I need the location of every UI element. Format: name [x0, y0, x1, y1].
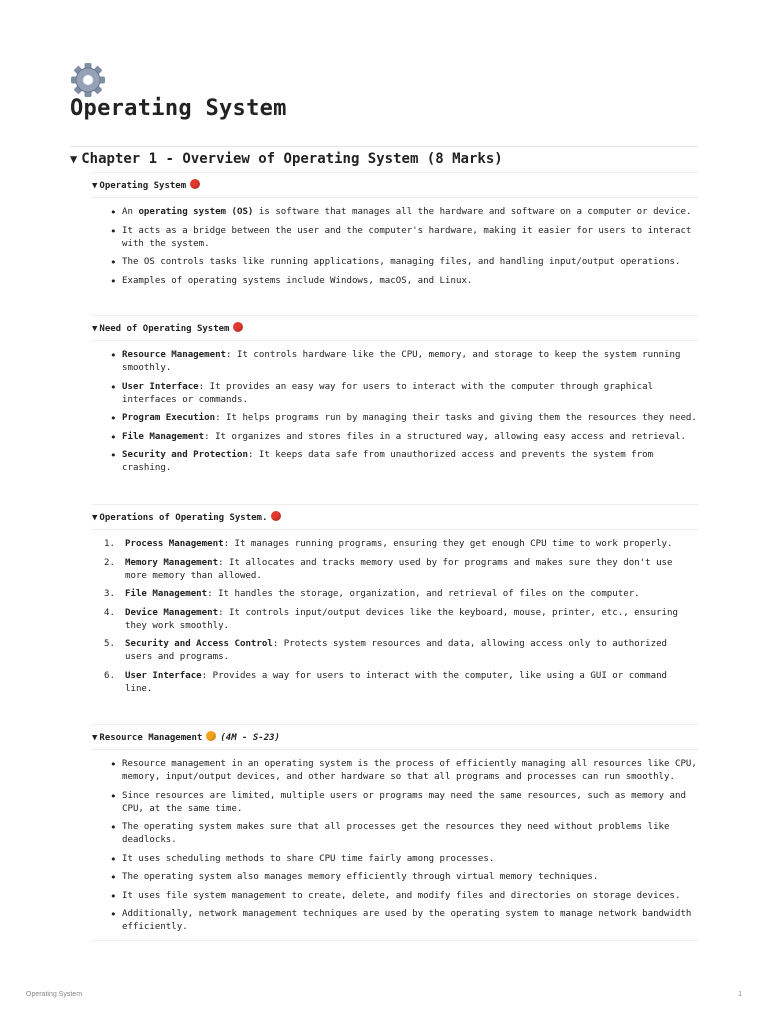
- divider: [92, 940, 698, 941]
- list-item: 5. Security and Access Control: Protects system resources and data, allowing access only to authorized users and programs.: [104, 639, 668, 662]
- list-item: • The operating system makes sure that all processes get the resources they need without problems like deadlocks.: [92, 821, 698, 847]
- section-operations-of-os[interactable]: [92, 504, 698, 701]
- list-item: • Resource management in an operating system is the process of efficiently managing all resources like CPU, memory, input/output devices, and other hardware so that all programs and processes can run smoothly.: [92, 758, 698, 784]
- section-heading: Operating System: [99, 181, 187, 191]
- list-item: • The OS controls tasks like running applications, managing files, and handling input/output operations.: [92, 256, 698, 269]
- gear-icon: [70, 62, 106, 98]
- triangle-down-icon[interactable]: ▼: [92, 513, 98, 523]
- section-heading: Resource Management: [99, 733, 203, 743]
- red-circle-icon: [190, 179, 200, 189]
- list-item: 2. Memory Management: It allocates and tracks memory used by for programs and makes sure they don't use more memory than allowed.: [104, 557, 673, 581]
- list-item: • Resource Management: It controls hardware like the CPU, memory, and storage to keep the system running smoothly.: [92, 349, 698, 375]
- list-item: • It acts as a bridge between the user and the computer's hardware, making it easier for users to interact with the system.: [92, 225, 698, 251]
- red-circle-icon: [271, 511, 281, 521]
- red-circle-icon: [233, 322, 243, 332]
- list-item: 4. Device Management: It controls input/output devices like the keyboard, mouse, printer, etc., ensuring they work smoothly.: [104, 607, 678, 631]
- triangle-down-icon[interactable]: ▼: [92, 324, 98, 334]
- list-item: • File Management: It organizes and stores files in a structured way, allowing easy access and retrieval.: [92, 431, 698, 444]
- numbered-list: [92, 538, 698, 696]
- triangle-down-icon[interactable]: ▼: [70, 152, 78, 166]
- marks-label: (4M - S-23): [220, 733, 280, 743]
- section-resource-management[interactable]: [92, 724, 698, 941]
- list-item: • Since resources are limited, multiple users or programs may need the same resources, such as memory and CPU, at the same time.: [92, 790, 698, 816]
- footer-title: Operating System: [26, 991, 83, 998]
- list-item: 6. User Interface: Provides a way for users to interact with the computer, like using a GUI or command line.: [104, 670, 668, 694]
- list-item: 1. Process Management: It manages running programs, ensuring they get enough CPU time to work properly.: [104, 539, 673, 549]
- list-item: • The operating system also manages memory efficiently through virtual memory techniques.: [92, 871, 698, 884]
- list-item: • Examples of operating systems include Windows, macOS, and Linux.: [92, 275, 698, 288]
- chapter-title: Chapter 1 - Overview of Operating System (8 Marks): [81, 151, 503, 167]
- chapter-toggle[interactable]: [70, 146, 698, 167]
- list-item: • It uses scheduling methods to share CPU time fairly among processes.: [92, 853, 698, 866]
- bullet-list: [92, 206, 698, 288]
- triangle-down-icon[interactable]: ▼: [92, 733, 98, 743]
- page-number: 1: [738, 991, 742, 998]
- list-item: • Program Execution: It helps programs run by managing their tasks and giving them the resources they need.: [92, 412, 698, 425]
- triangle-down-icon[interactable]: ▼: [92, 181, 98, 191]
- section-heading: Need of Operating System: [99, 324, 230, 334]
- section-need-of-os[interactable]: [92, 315, 698, 481]
- orange-circle-icon: [206, 731, 216, 741]
- bullet-list: [92, 758, 698, 934]
- list-item: • User Interface: It provides an easy way for users to interact with the computer through graphical interfaces or commands.: [92, 381, 698, 407]
- list-item: • It uses file system management to create, delete, and modify files and directories on storage devices.: [92, 890, 698, 903]
- list-item: • An operating system (OS) is software that manages all the hardware and software on a computer or device.: [92, 206, 698, 219]
- list-item: • Additionally, network management techniques are used by the operating system to manage network bandwidth efficiently.: [92, 908, 698, 934]
- page-title: Operating System: [70, 96, 287, 121]
- section-heading: Operations of Operating System.: [99, 513, 268, 523]
- section-operating-system[interactable]: [92, 172, 698, 293]
- list-item: • Security and Protection: It keeps data safe from unauthorized access and prevents the system from crashing.: [92, 449, 698, 475]
- bullet-list: [92, 349, 698, 475]
- list-item: 3. File Management: It handles the storage, organization, and retrieval of files on the computer.: [104, 589, 640, 599]
